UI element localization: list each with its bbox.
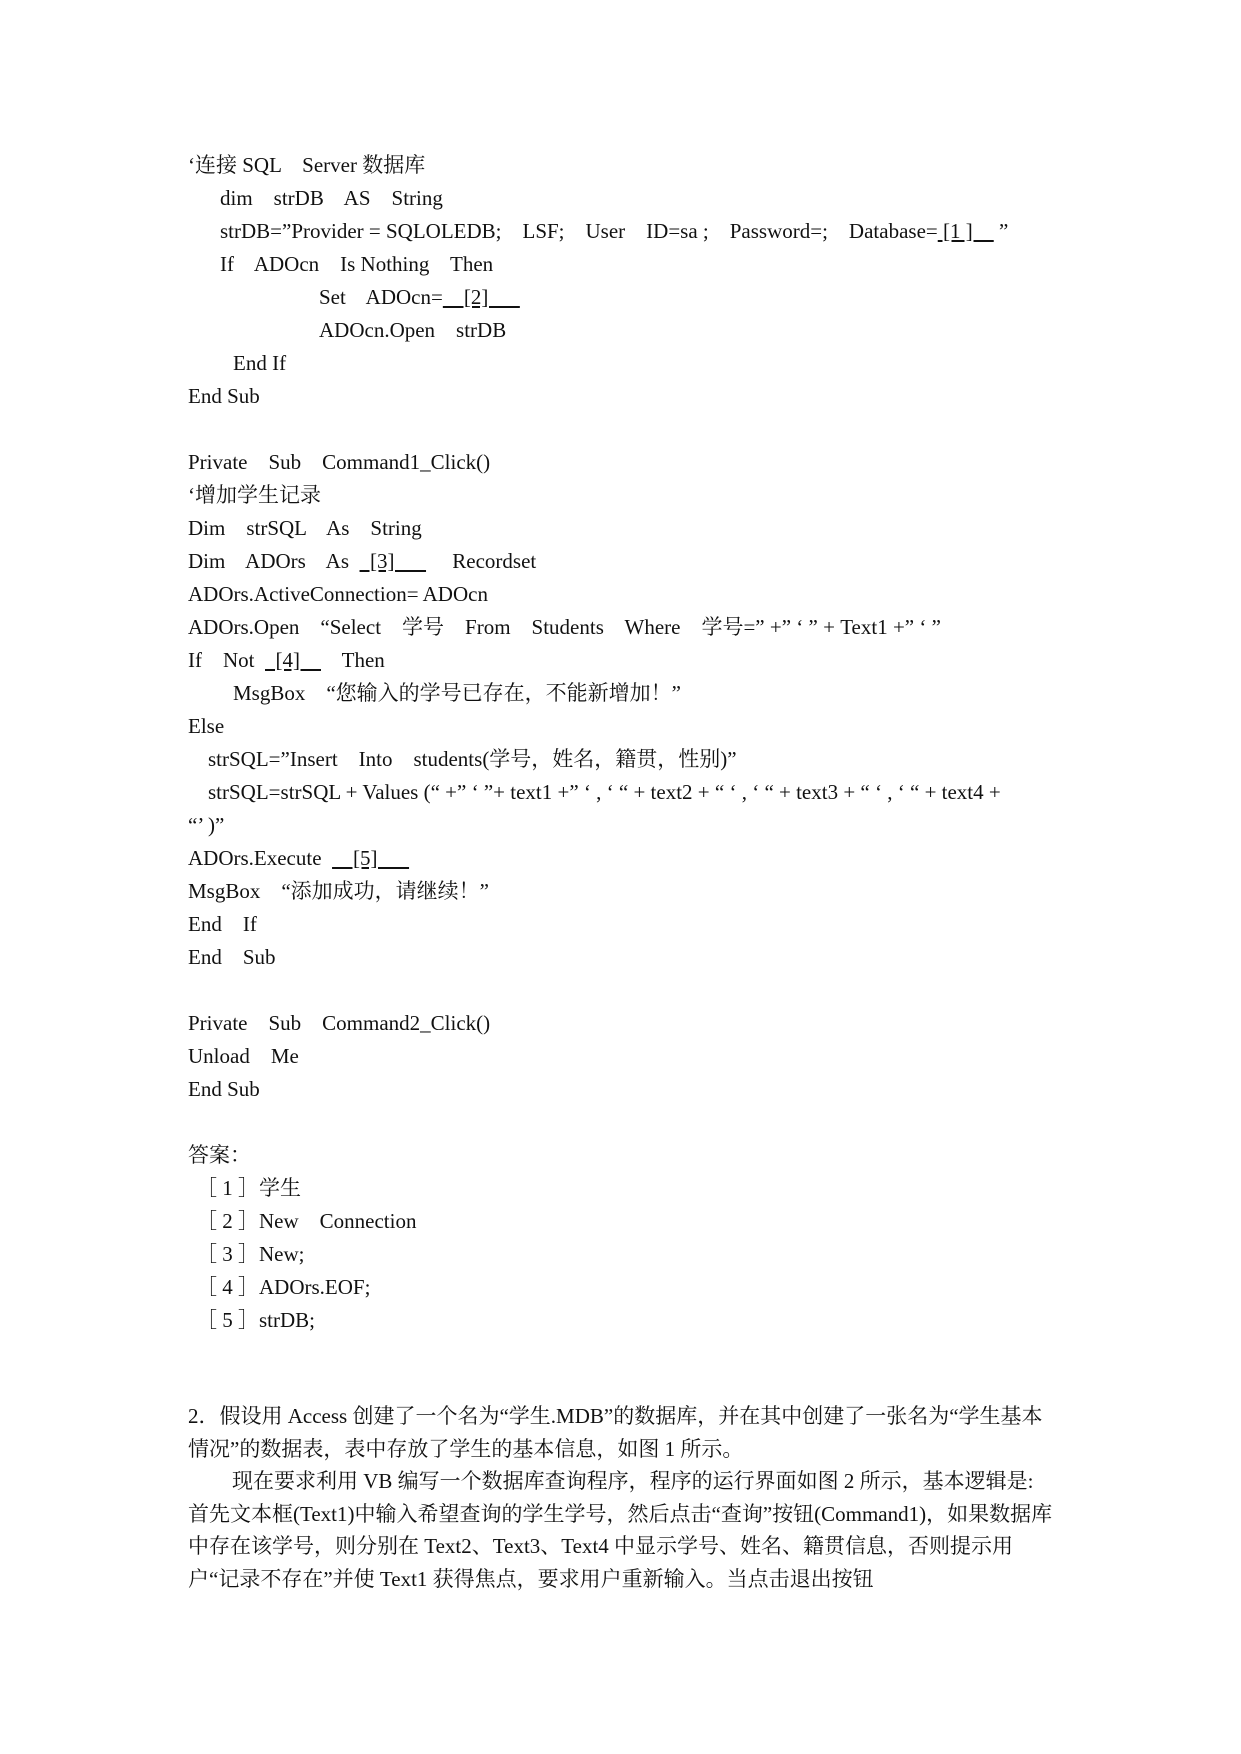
code-line: End Sub bbox=[188, 384, 260, 408]
code-line: “’ )” bbox=[188, 813, 225, 837]
answer-4: ［ 4 ］ADOrs.EOF; bbox=[196, 1275, 371, 1299]
code-comment-add: ‘增加学生记录 bbox=[188, 483, 321, 507]
answer-1: ［ 1 ］学生 bbox=[196, 1176, 301, 1200]
answers-title: 答案： bbox=[188, 1143, 251, 1167]
blank-3: [3] bbox=[359, 549, 427, 573]
code-line: MsgBox “您输入的学号已存在，不能新增加！” bbox=[233, 681, 681, 705]
blank-4: [4] bbox=[265, 648, 321, 672]
answer-2: ［ 2 ］New Connection bbox=[196, 1209, 417, 1233]
code-comment-connect: ‘连接 SQL Server 数据库 bbox=[188, 153, 426, 177]
code-line: End Sub bbox=[188, 945, 276, 969]
code-line: Private Sub Command1_Click() bbox=[188, 450, 491, 474]
code-line: strSQL=strSQL + Values (“ +” ‘ ”+ text1 +” ‘ , ‘ “ + text2 + “ ‘ , ‘ “ + text3 + “ ‘ , ‘ “ + text4 + bbox=[208, 780, 1001, 804]
code-line-strdb: strDB=”Provider = SQLOLEDB; LSF; User ID=sa ; Password=; Database= [1 ] ” bbox=[220, 219, 1009, 243]
code-line: End If bbox=[188, 912, 257, 936]
code-line: Else bbox=[188, 714, 225, 738]
code-line: Dim strSQL As String bbox=[188, 516, 422, 540]
code-line: ADOrs.Open “Select 学号 From Students Where 学号=” +” ‘ ” + Text1 +” ‘ ” bbox=[188, 615, 941, 639]
blank-2: [2] bbox=[442, 285, 520, 309]
blank-1: [1 ] bbox=[937, 219, 994, 243]
question-2-requirements: 现在要求利用 VB 编写一个数据库查询程序，程序的运行界面如图 2 所示，基本逻辑是:首先文本框(Text1)中输入希望查询的学生学号，然后点击“查询”按钮(Command1)，如果数据库中存在该学号，则分别在 Text2、Text3、Text4 中显示学号、姓名、籍贯信息，否则提示用户“记录不存在”并使 Text1 获得焦点，要求用户重新输入。当点击退出按钮 bbox=[188, 1469, 1053, 1591]
blank-5: [5] bbox=[332, 846, 410, 870]
code-line: If ADOcn Is Nothing Then bbox=[220, 252, 494, 276]
code-line: ADOrs.ActiveConnection= ADOcn bbox=[188, 582, 488, 606]
code-line: MsgBox “添加成功，请继续！” bbox=[188, 879, 489, 903]
code-line-set: Set ADOcn= [2] bbox=[319, 285, 520, 309]
code-line-execute: ADOrs.Execute [5] bbox=[188, 846, 410, 870]
question-2-intro: 2．假设用 Access 创建了一个名为“学生.MDB”的数据库，并在其中创建了一张名为“学生基本情况”的数据表，表中存放了学生的基本信息，如图 1 所示。 bbox=[188, 1404, 1043, 1461]
code-line: Unload Me bbox=[188, 1044, 299, 1068]
answer-5: ［ 5 ］strDB; bbox=[196, 1308, 316, 1332]
code-line: End Sub bbox=[188, 1077, 260, 1101]
code-line: Private Sub Command2_Click() bbox=[188, 1011, 491, 1035]
code-line-if-not: If Not [4] Then bbox=[188, 648, 385, 672]
code-line: dim strDB AS String bbox=[220, 186, 443, 210]
code-line: strSQL=”Insert Into students(学号，姓名，籍贯，性别)” bbox=[208, 747, 737, 771]
code-line-dim-adors: Dim ADOrs As [3] Recordset bbox=[188, 549, 537, 573]
answer-3: ［ 3 ］New; bbox=[196, 1242, 305, 1266]
code-line: ADOcn.Open strDB bbox=[319, 318, 507, 342]
code-line: End If bbox=[233, 351, 287, 375]
